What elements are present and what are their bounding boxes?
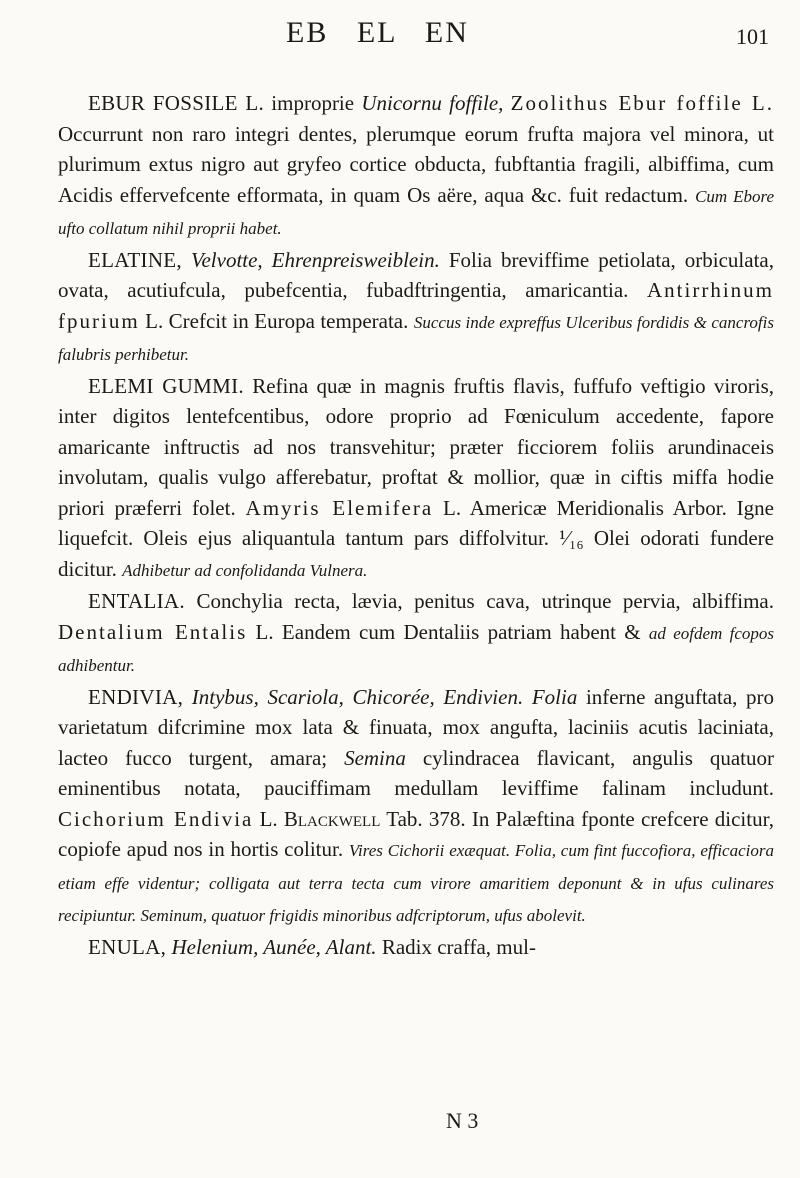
synonym-italic: Unicornu foffile, xyxy=(361,91,504,115)
synonym-italic: Velvotte, Ehrenpreisweiblein. xyxy=(190,247,440,272)
linnaean-name: Zoolithus Ebur foffile L. xyxy=(510,91,774,115)
running-title: EB EL EN xyxy=(286,16,469,49)
entry-text: Conchylia recta, lævia, penitus cava, utrinque pervia, albiffima. xyxy=(184,589,774,613)
synonym-italic: Helenium, Aunée, Alant. xyxy=(171,934,377,959)
entry-text: Refina quæ in magnis fruftis flavis, fuffufo veftigio viroris, inter digitos lentefcentibus, odore proprio ad Fœniculum accedente, fapore amaricante inftructis ad nos transvehitur; præter ficciorem foliis arundinaceis involutam, qualis vulgo afferebatur, proftat & mollior, quæ in ciftis miffa hodie priori præferri folet. xyxy=(58,373,774,520)
linnaean-name: Amyris Elemifera xyxy=(245,495,434,520)
usage-note: Adhibetur ad confolidanda Vulnera. xyxy=(122,560,368,580)
entry-endivia xyxy=(58,682,774,932)
author-reference: Blackwell xyxy=(283,806,381,831)
signature-mark: N 3 xyxy=(446,1108,479,1133)
entry-text: cylindracea flavicant, angulis quatuor eminentibus notata, pauciffimam medullam leviffime falinam includunt. xyxy=(58,745,774,800)
entry-text: L. Crefcit in Europa temperata. xyxy=(139,308,414,333)
entry-elatine xyxy=(58,245,774,371)
usage-note: ad eofdem fcopos adhibentur. xyxy=(58,623,774,675)
entry-headword: ELEMI GUMMI. xyxy=(88,373,244,398)
entry-headword: ELATINE, xyxy=(88,247,182,272)
entry-entalia xyxy=(58,586,774,682)
linnaean-name: Antirrhinum fpurium xyxy=(58,278,774,333)
entry-ebur-fossile xyxy=(58,88,774,245)
entry-text: L. xyxy=(253,806,284,831)
entry-text: Folia breviffime petiolata, orbiculata, ovata, acutiufcula, pubefcentia, fubadftringentia, amaricantia. xyxy=(58,247,774,302)
entry-headword: EBUR FOSSILE L. xyxy=(88,91,264,115)
entry-text: L. Americæ Meridionalis Arbor. Igne liquefcit. Oleis ejus aliquantula tantum pars diffolvitur. xyxy=(58,495,774,550)
entry-headword: ENTALIA. xyxy=(88,589,185,613)
usage-note: Succus inde expreffus Ulceribus fordidis & cancrofis falubris perhibetur. xyxy=(58,312,774,364)
entry-text: L. Eandem cum Dentaliis patriam habent & xyxy=(247,619,649,644)
entry-text: inferne anguftata, pro varietatum difcrimine mox lata & finuata, mox angufta, laciniis acutis laciniata, lacteo fucco turgent, amara; xyxy=(58,684,775,770)
linnaean-name: Dentalium Entalis xyxy=(58,619,248,644)
dictionary-text xyxy=(58,88,774,962)
synonym-italic: Intybus, Scariola, Chicorée, Endivien. Folia xyxy=(191,684,578,709)
entry-text: Radix craffa, mul- xyxy=(376,934,536,959)
fraction: ¹⁄₁₆ xyxy=(559,526,584,550)
usage-note: Vires Cichorii exæquat. Folia, cum fint fuccofiora, efficaciora etiam effe videntur; colligata aut terra tecta cum virore amaritiem deponunt & in ufus culinares recipiuntur. Seminum, quatuor frigidis minoribus adfcriptorum, ufus abolevit. xyxy=(58,841,774,925)
entry-enula xyxy=(58,932,774,963)
entry-headword: ENULA, xyxy=(88,934,167,959)
page-number: 101 xyxy=(736,24,769,49)
entry-text: Tab. 378. In Palæftina fponte crefcere dicitur, copiofe apud nos in hortis colitur. xyxy=(58,806,774,861)
entry-text xyxy=(503,91,510,115)
page-header xyxy=(0,12,800,62)
entry-headword: ENDIVIA, xyxy=(88,684,184,709)
term-italic: Semina xyxy=(344,745,406,770)
usage-note: Cum Ebore ufto collatum nihil proprii habet. xyxy=(58,186,774,238)
entry-text xyxy=(183,685,192,709)
entry-text xyxy=(182,248,191,272)
entry-text: improprie xyxy=(264,91,362,115)
entry-text: Olei odorati fundere dicitur. xyxy=(58,526,774,581)
entry-elemi-gummi xyxy=(58,371,774,587)
entry-text: Occurrunt non raro integri dentes, plerumque eorum frufta majora vel minora, ut plurimum extus nigro aut gryfeo cortice obducta, fubftantia fragili, albiffima, cum Acidis effervefcente efformata, in quam Os aëre, aqua &c. fuit redactum. xyxy=(58,121,774,207)
linnaean-name: Cichorium Endivia xyxy=(58,806,254,831)
